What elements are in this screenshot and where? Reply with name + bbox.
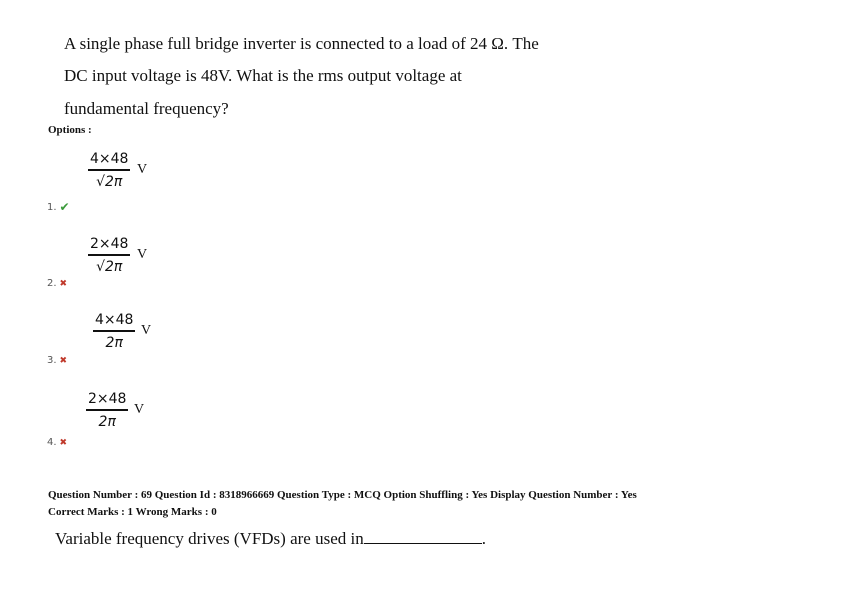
wrong-cross-icon: ✖ [59,437,68,448]
fraction-bar [88,169,130,171]
next-question-end: . [481,529,486,548]
question-line-3: fundamental frequency? [64,99,229,118]
answer-blank [364,529,482,544]
option-3-unit: V [141,323,152,338]
option-3-formula [93,312,135,351]
marks-meta: Correct Marks : 1 Wrong Marks : 0 [48,506,217,518]
fraction-bar [93,330,135,332]
option-2-number: 2. [47,278,57,289]
question-meta: Question Number : 69 Question Id : 8318966669 Question Type : MCQ Option Shuffling : Yes Display Question Number : Yes [48,489,637,501]
option-2[interactable] [47,278,67,289]
option-3[interactable] [47,355,67,366]
option-1-number: 1. [47,201,57,213]
option-2-denominator-value: 2π [105,259,123,275]
option-3-denominator-value: 2π [105,335,123,351]
fraction-bar [88,254,130,256]
option-1-unit: V [137,162,148,177]
wrong-cross-icon: ✖ [59,278,68,289]
correct-check-icon: ✔ [59,200,70,214]
option-1-numerator: 4×48 [90,151,129,167]
sqrt-symbol: √ [96,259,106,275]
option-1-denominator-value: 2π [105,174,123,190]
option-3-number: 3. [47,355,57,366]
option-1-formula [88,151,130,190]
sqrt-symbol: √ [96,174,106,190]
next-question [55,529,486,549]
option-1-denominator [96,174,122,190]
option-4[interactable] [47,437,67,448]
option-2-denominator [96,259,122,275]
option-2-formula [88,236,130,275]
option-2-numerator: 2×48 [90,236,129,252]
option-4-numerator: 2×48 [88,391,127,407]
wrong-cross-icon: ✖ [59,355,68,366]
option-4-denominator [99,414,116,430]
option-4-unit: V [134,402,145,417]
option-4-formula [86,391,128,430]
option-4-number: 4. [47,437,57,448]
option-1[interactable] [47,200,70,214]
question-line-2: DC input voltage is 48V. What is the rms output voltage at [64,66,462,85]
next-question-text: Variable frequency drives (VFDs) are used in [55,529,364,548]
option-4-denominator-value: 2π [98,414,116,430]
option-3-numerator: 4×48 [95,312,134,328]
question-line-1: A single phase full bridge inverter is connected to a load of 24 Ω. The [64,34,539,53]
options-label: Options : [48,124,92,136]
option-3-denominator [106,335,123,351]
fraction-bar [86,409,128,411]
option-2-unit: V [137,247,148,262]
